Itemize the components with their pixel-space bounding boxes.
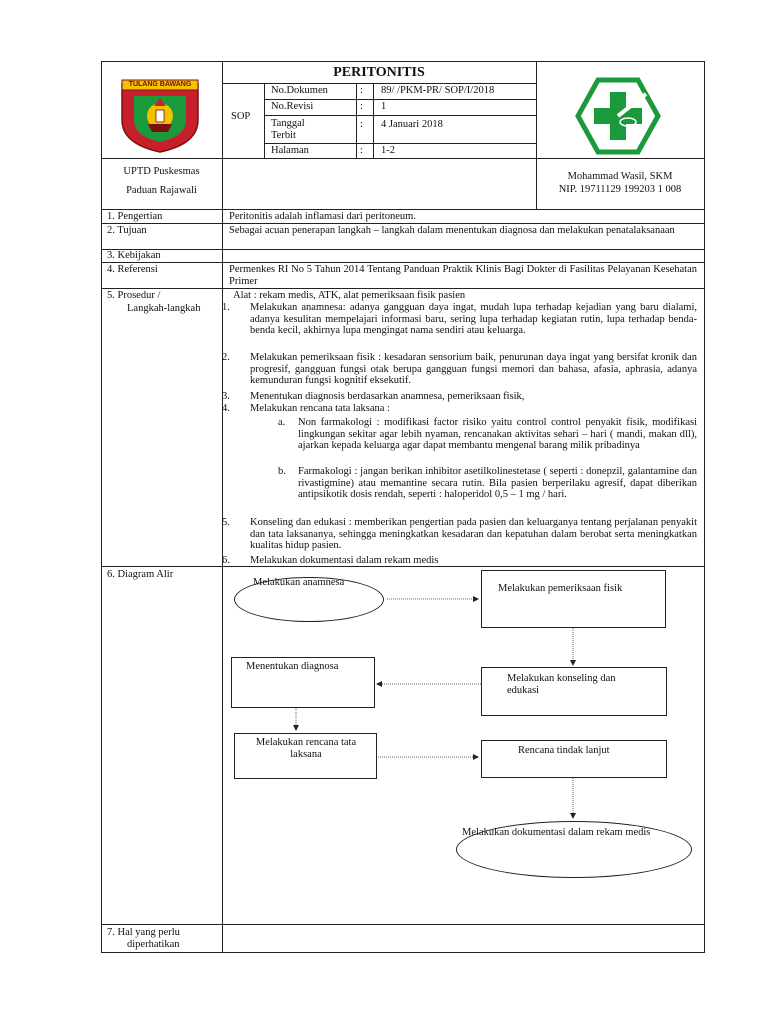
divider (264, 99, 536, 100)
substep-letter: a. (278, 417, 286, 428)
step-text: Melakukan rencana tata laksana : (250, 403, 390, 414)
signer-name: Mohammad Wasil, SKM (567, 171, 673, 182)
tujuan-label: 2. Tujuan (107, 225, 147, 236)
flow-node-pemeriksaan-fisik-label: Melakukan pemeriksaan fisik (498, 583, 623, 594)
flow-node-rencana-tata-laksana-label: Melakukan rencana tata laksana (255, 737, 357, 760)
divider (264, 83, 265, 158)
flow-node-dokumentasi-label: Melakukan dokumentasi dalam rekam medis (462, 827, 651, 838)
divider (222, 61, 223, 953)
divider (101, 209, 705, 210)
meta-label-halaman: Halaman (271, 145, 309, 156)
prosedur-label: 5. Prosedur / (107, 290, 161, 301)
frame-top (101, 61, 705, 62)
divider (373, 83, 374, 158)
divider (101, 262, 705, 263)
step-number: 3. (222, 391, 230, 402)
step-text: Melakukan dokumentasi dalam rekam medis (250, 555, 439, 566)
tujuan-text: Sebagai acuan penerapan langkah – langkah dalam menentukan diagnosa dan melakukan penatalaksanaan (229, 225, 675, 236)
meta-label-no-revisi: No.Revisi (271, 101, 314, 112)
flow-node-konseling-label: Melakukan konseling dan edukasi (507, 673, 616, 696)
substep-letter: b. (278, 466, 286, 477)
step-text: Menentukan diagnosis berdasarkan anamnesa, pemeriksaan fisik, (250, 391, 525, 402)
divider (222, 83, 536, 84)
meta-label-tanggal-terbit: Tanggal Terbit (271, 118, 305, 141)
divider (101, 223, 705, 224)
flow-node-diagnosa-label: Menentukan diagnosa (246, 661, 339, 672)
step-text: Konseling dan edukasi : memberikan pengertian pada pasien dan keluarganya tentang perjalanan penyakit dan tata laksananya, sehingga meningkatkan kesadaran dan kepatuhan dalam berobat serta meningkatkan kualitas hidup pasien. (250, 517, 697, 551)
step-number: 1. (222, 302, 230, 313)
regency-logo-text: TULANG BAWANG (128, 81, 192, 88)
frame-bottom (101, 952, 705, 953)
step-number: 2. (222, 352, 230, 363)
sop-label: SOP (231, 111, 251, 122)
pengertian-text: Peritonitis adalah inflamasi dari peritoneum. (229, 211, 416, 222)
divider (264, 143, 536, 144)
step-number: 6. (222, 555, 230, 566)
hal-label-2: diperhatikan (127, 939, 180, 950)
frame-right (704, 61, 705, 953)
document-title: PERITONITIS (333, 65, 425, 80)
kebijakan-label: 3. Kebijakan (107, 250, 161, 261)
step-text: Melakukan anamnesa: adanya gangguan daya ingat, mudah lupa terhadap kejadian yang baru dialami, adanya kesulitan mempelajari informasi baru, sering lupa terhadap kegiatan rutin, lupa terhadap benda- benda kecil, akhirnya lupa mengingat nama sendiri atau keluarga. (250, 302, 697, 336)
divider (264, 115, 536, 116)
flow-node-anamnesa-label: Melakukan anamnesa (253, 577, 345, 588)
step-text: Melakukan pemeriksaan fisik : kesadaran sensorium baik, penurunan daya ingat yang bersifat kronik dan progresif, gangguan fungsi otak berupa gangguan fungsi memori dan bahasa, afasia, aphrasia, adanya kemunduran fungsi kognitif eksekutif. (250, 352, 697, 386)
meta-value-halaman: 1-2 (381, 145, 395, 156)
meta-colon: : (360, 119, 363, 130)
divider (101, 249, 705, 250)
substep-text: Non farmakologi : modifikasi factor risiko yaitu control control penyakit fisik, modifikasi lingkungan sekitar agar lebih nyaman, rencanakan aktivitas sehari – hari ( mandi, makan dll), ajarkan kepada keluarga agar dapat membantu mengenal barang milik pribadinya (298, 417, 697, 451)
divider (101, 924, 705, 925)
org-location: Paduan Rajawali (126, 185, 197, 196)
org-name: UPTD Puskesmas (123, 166, 200, 177)
diagram-label: 6. Diagram Alir (107, 569, 174, 580)
meta-colon: : (360, 85, 363, 96)
step-number: 5. (222, 517, 230, 528)
signer-nip: NIP. 19711129 199203 1 008 (558, 184, 682, 195)
substep-text: Farmakologi : jangan berikan inhibitor asetilkolinestetase ( seperti : donepzil, galantamine dan rivastigmine) atau memantine secara rutin. Bila pasien berperilaku agresif, dapat diberikan antipsikotik dosis rendah, seperti : haloperidol 0,5 – 1 mg / hari. (298, 466, 697, 500)
prosedur-alat: Alat : rekam medis, ATK, alat pemeriksaan fisik pasien (233, 290, 466, 301)
meta-label-no-dokumen: No.Dokumen (271, 85, 328, 96)
meta-value-no-revisi: 1 (381, 101, 387, 112)
hal-label: 7. Hal yang perlu (107, 927, 180, 938)
divider (101, 288, 705, 289)
regency-logo (118, 74, 202, 154)
referensi-text: Permenkes RI No 5 Tahun 2014 Tentang Panduan Praktik Klinis Bagi Dokter di Fasilitas Pelayanan Kesehatan Primer (229, 264, 697, 287)
flow-node-tindak-lanjut-label: Rencana tindak lanjut (518, 745, 610, 756)
meta-colon: : (360, 101, 363, 112)
meta-value-tanggal-terbit: 4 Januari 2018 (381, 119, 443, 130)
pengertian-label: 1. Pengertian (107, 211, 163, 222)
step-number: 4. (222, 403, 230, 414)
prosedur-label-2: Langkah-langkah (127, 303, 201, 314)
meta-value-no-dokumen: 89/ /PKM-PR/ SOP/I/2018 (381, 85, 495, 96)
flow-node-pemeriksaan-fisik (481, 570, 666, 628)
divider (101, 158, 705, 159)
divider (356, 83, 357, 158)
health-logo (574, 76, 662, 156)
referensi-label: 4. Referensi (107, 264, 158, 275)
meta-colon: : (360, 145, 363, 156)
